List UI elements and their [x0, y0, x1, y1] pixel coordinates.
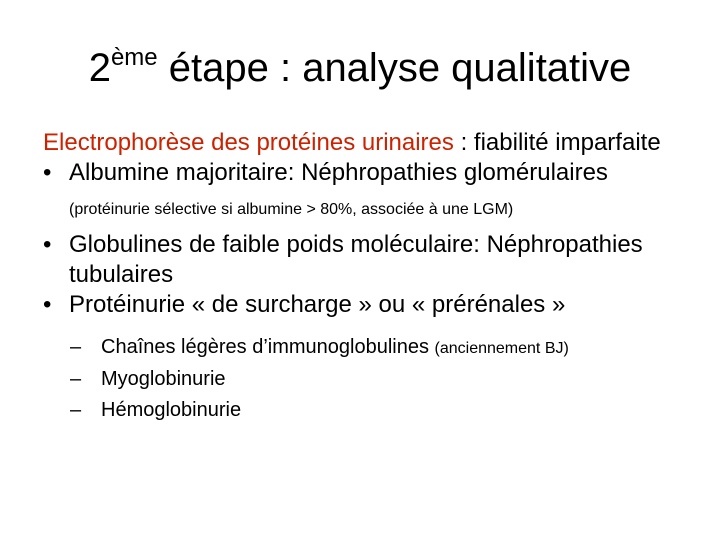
bullet-item — [43, 290, 693, 320]
bullet-marker: • — [43, 159, 52, 186]
sub-item — [43, 364, 693, 395]
bullet-marker: • — [43, 231, 52, 258]
note-text: (protéinurie sélective si albumine > 80%, associée à une LGM) — [69, 201, 514, 218]
sub-item-text: Myoglobinurie — [101, 368, 226, 390]
title-text: étape : analyse qualitative — [157, 46, 632, 90]
bullet-text: Albumine majoritaire: Néphropathies glomérulaires — [69, 159, 608, 186]
dash-marker: – — [70, 368, 82, 390]
sub-item-note: (anciennement BJ) — [434, 340, 569, 357]
bullet-item — [43, 230, 693, 290]
title-superscript: ème — [110, 44, 158, 71]
sub-item — [43, 332, 693, 364]
bullet-item — [43, 158, 693, 188]
lead-rest: : fiabilité imparfaite — [453, 129, 661, 156]
lead-highlight: Electrophorèse des protéines urinaires — [43, 129, 454, 156]
bullet-text: Globulines de faible poids moléculaire: Néphropathies tubulaires — [69, 231, 643, 288]
dash-marker: – — [70, 399, 82, 421]
bullet-marker: • — [43, 291, 52, 318]
title-number: 2 — [88, 46, 111, 90]
slide-title — [0, 44, 720, 92]
bullet-text: Protéinurie « de surcharge » ou « prérénales » — [69, 291, 566, 318]
lead-paragraph — [43, 128, 693, 158]
sub-item-text: Chaînes légères d’immunoglobulines — [101, 336, 435, 358]
dash-marker: – — [70, 336, 82, 358]
sub-item — [43, 395, 693, 426]
slide-body — [43, 128, 693, 426]
sub-item-text: Hémoglobinurie — [101, 399, 242, 421]
